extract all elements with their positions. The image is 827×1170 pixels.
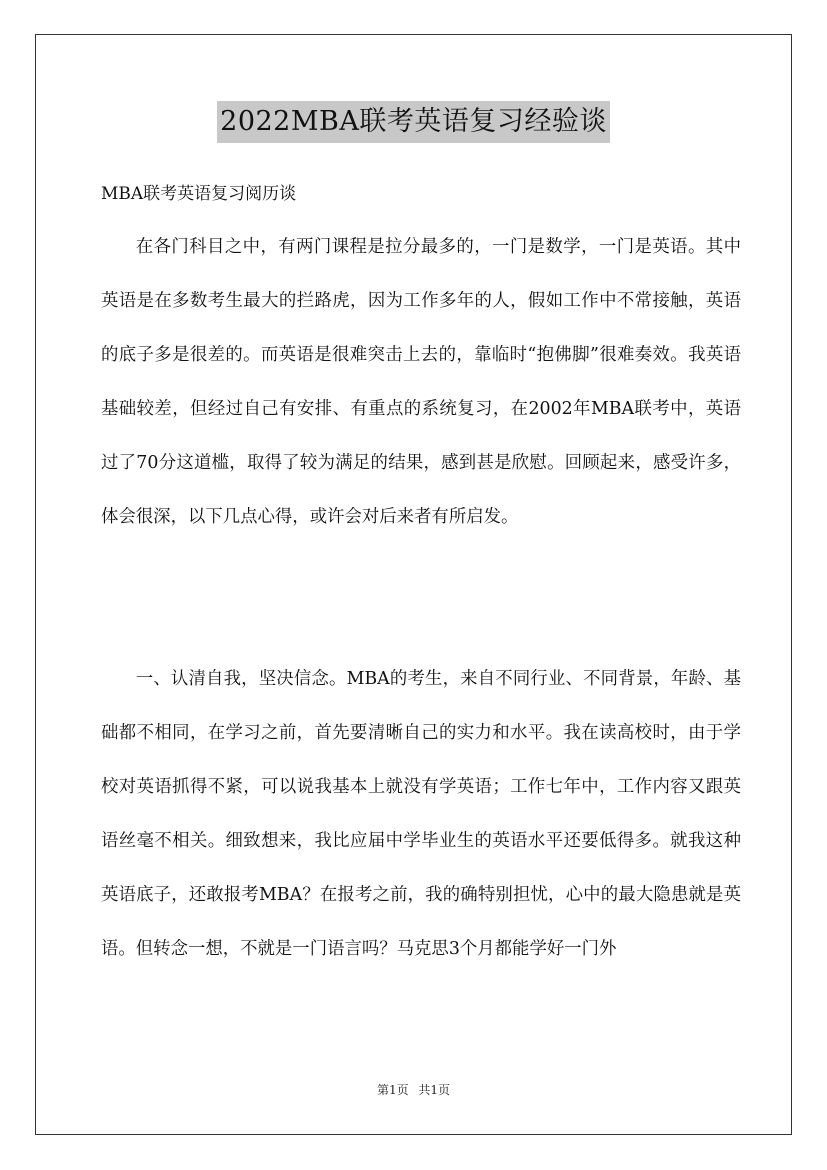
title-container [0,101,827,143]
document-subtitle: MBA联考英语复习阅历谈 [101,184,297,204]
page-number: 第1页 [376,1083,409,1097]
document-title: 2022MBA联考英语复习经验谈 [217,101,610,143]
paragraph-section-1: 一、认清自我，坚决信念。MBA的考生，来自不同行业、不同背景，年龄、基础都不相同，在学习之前，首先要清晰自己的实力和水平。我在读高校时，由于学校对英语抓得不紧，可以说我基本上就没有学英语；工作七年中，工作内容又跟英语丝毫不相关。细致想来，我比应届中学毕业生的英语水平还要低得多。就我这种英语底子，还敢报考MBA？在报考之前，我的确特别担忧，心中的最大隐患就是英语。但转念一想，不就是一门语言吗？马克思3个月都能学好一门外 [101,669,741,959]
page-footer [0,1081,827,1099]
paragraph-intro: 在各门科目之中，有两门课程是拉分最多的，一门是数学，一门是英语。其中英语是在多数考生最大的拦路虎，因为工作多年的人，假如工作中不常接触，英语的底子多是很差的。而英语是很难突击上去的，靠临时“抱佛脚”很难奏效。我英语基础较差，但经过自己有安排、有重点的系统复习，在2002年MBA联考中，英语过了70分这道槛，取得了较为满足的结果，感到甚是欣慰。回顾起来，感受许多，体会很深，以下几点心得，或许会对后来者有所启发。 [101,237,741,527]
page-total: 共1页 [418,1083,451,1097]
